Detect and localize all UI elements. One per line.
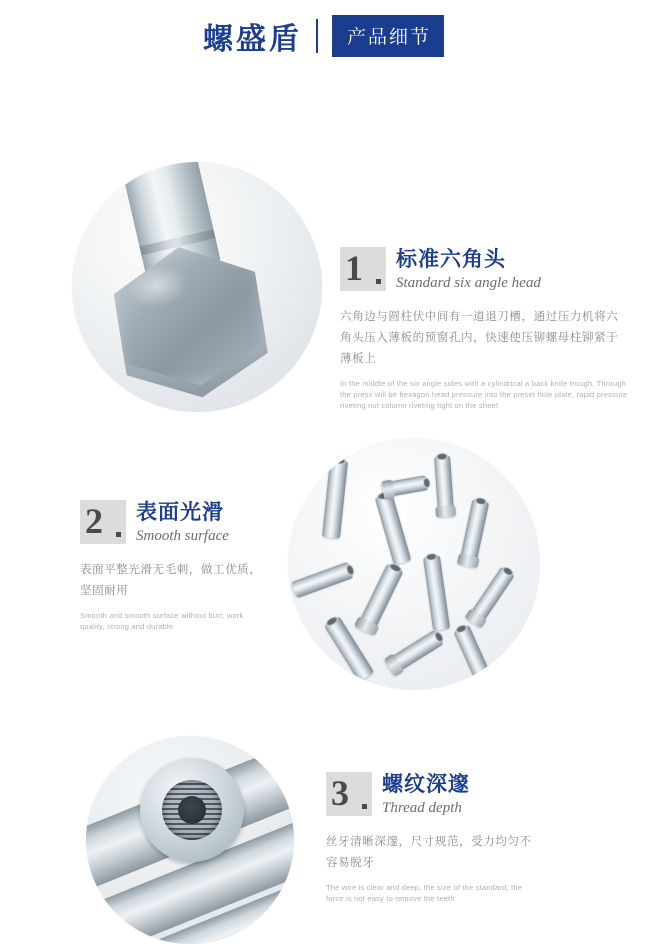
hex-head-shape — [95, 228, 290, 412]
rivet-nut-shape — [387, 475, 429, 497]
feature-2-title-cn: 表面光滑 — [136, 500, 224, 524]
page-title: 产品细节 — [332, 15, 444, 57]
rivet-nut-shape — [423, 555, 450, 631]
feature-3-number-dot — [362, 804, 367, 809]
internal-thread-shape — [162, 780, 222, 840]
rivet-nut-shape — [453, 625, 491, 683]
feature-3-body-cn: 丝牙清晰深邃，尺寸规范，受力均匀不容易脱牙 — [326, 836, 532, 869]
brand-logo-text: 螺盛盾 — [202, 23, 302, 56]
header-divider — [316, 19, 318, 53]
feature-3-body-en: The wire is clear and deep, the size of the standard, the force is not easy to remove the teeth — [326, 883, 523, 903]
feature-1-body-en: In the middle of the six angle sides with a cylindrical a back knife trough. Through the press will be hexagon head pressure into the preset hole plate, rapid pressure riveting nut column riveting tight on the sheet — [340, 379, 628, 410]
feature-1-title-en: Standard six angle head — [396, 275, 541, 291]
feature-1-number: 1 — [345, 248, 363, 288]
feature-2-heading — [80, 500, 370, 546]
feature-2-body-cn: 表面平整光滑无毛刺，做工优质，坚固耐用 — [80, 564, 262, 597]
feature-3-text — [326, 772, 616, 904]
feature-3-titles — [382, 772, 470, 818]
feature-2-title-en: Smooth surface — [136, 528, 229, 544]
product-photo-thread-depth — [86, 736, 294, 944]
feature-1-body-cn: 六角边与圆柱伏中间有一道退刀槽，通过压力机将六角头压入薄板的预窗孔内，快速使压铆螺母柱铆紧于薄板上 — [340, 311, 619, 365]
feature-1-number-dot — [376, 279, 381, 284]
rivet-nut-shape — [469, 566, 515, 623]
feature-2-number-badge — [80, 500, 126, 544]
feature-2-number-dot — [116, 532, 121, 537]
feature-2-body-en: Smooth and smooth surface without burr, work quality, strong and durable — [80, 611, 244, 631]
feature-2-titles — [136, 500, 229, 546]
feature-3-title-en: Thread depth — [382, 800, 462, 816]
feature-2-text — [80, 500, 370, 632]
rivet-nut-shape — [389, 629, 444, 672]
feature-3-heading — [326, 772, 616, 818]
product-photo-hex-head — [72, 162, 322, 412]
rivet-nut-shape — [375, 493, 412, 565]
feature-1-text — [340, 247, 630, 411]
feature-1-heading — [340, 247, 630, 293]
feature-1-title-cn: 标准六角头 — [396, 247, 506, 271]
feature-3-number: 3 — [331, 773, 349, 813]
rivet-nut-shape — [460, 499, 490, 563]
feature-1-titles — [396, 247, 541, 293]
feature-3-number-badge — [326, 772, 372, 816]
feature-3-title-cn: 螺纹深邃 — [382, 772, 470, 796]
rivet-nut-shape — [434, 456, 454, 513]
page-header — [0, 0, 647, 72]
feature-2-number: 2 — [85, 501, 103, 541]
feature-1-number-badge — [340, 247, 386, 291]
